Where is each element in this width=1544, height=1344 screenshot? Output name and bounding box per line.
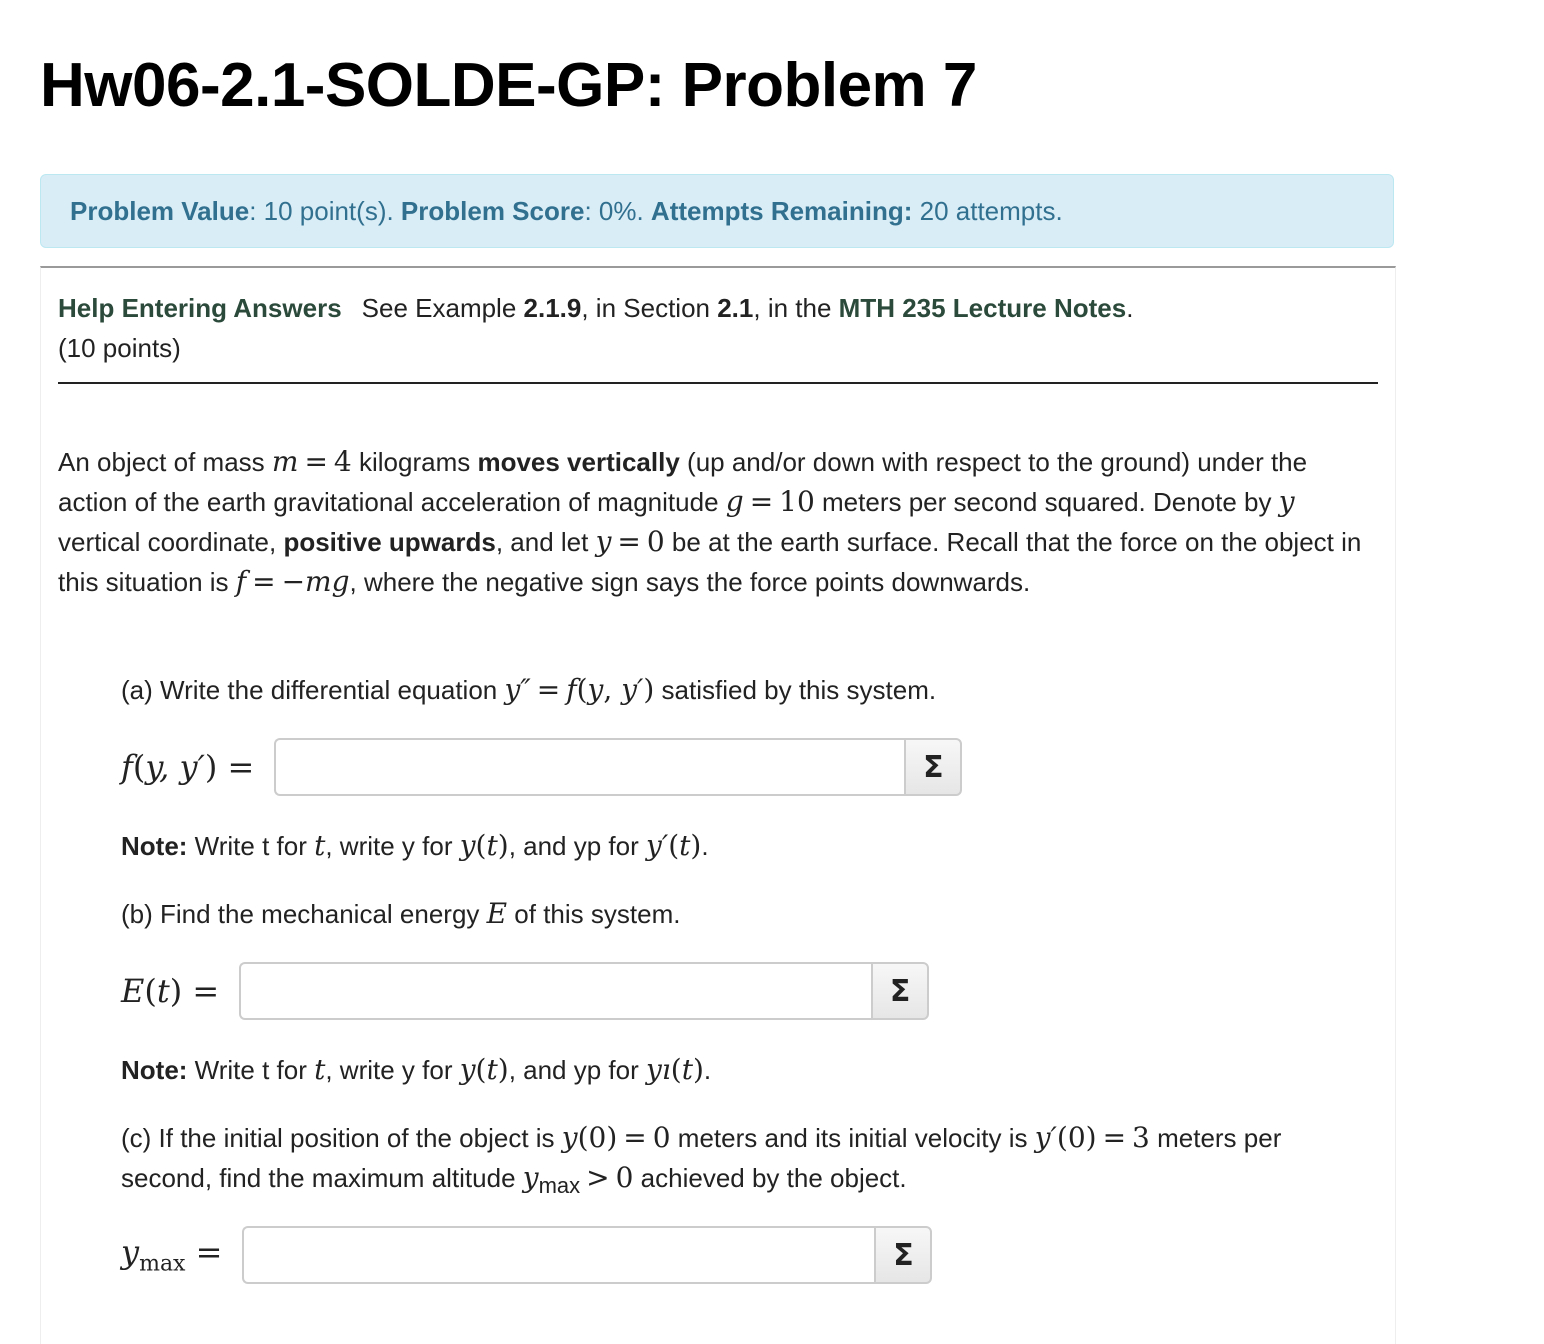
part-b-prompt: (b) Find the mechanical energy E of this system. [121,897,681,930]
intro-paragraph: An object of mass m = 4 kilograms moves vertically (up and/or down with respect to the ground) under the action of the earth gravitational acceleration of magnitude g = 10 meters per second squared. Denote by y vertical coordinate, positive upwards, and let y = 0 be at the earth surface. Recall that the force on the object in this situation is f = −mg, where the negative sign says the force points downwards. [58,445,1369,598]
initial-velocity-value: 3 [1132,1121,1150,1154]
sigma-icon: Σ [923,749,944,785]
problem-value-text: : 10 point(s). [249,195,401,226]
problem-value-label: Problem Value [70,195,250,226]
part-c-label: $y_{max}$ = [121,1233,223,1277]
part-a-note: Note: Write t for t, write y for y(t), and yp for y′(t). [121,829,709,862]
initial-position-value: 0 [652,1121,671,1154]
sigma-icon: Σ [893,1237,914,1273]
part-b-answer-input[interactable] [239,962,871,1020]
header-period: . [1126,293,1134,323]
problem-status-box [40,174,1394,248]
part-a-prompt: (a) Write the differential equation y″ = f(y, y′) satisfied by this system. [121,673,937,706]
page-title: Hw06-2.1-SOLDE-GP: Problem 7 [40,51,977,120]
part-c-answer-input[interactable] [242,1226,874,1284]
part-c-prompt: (c) If the initial position of the object is y(0) = 0 meters and its initial velocity is y′(0) = 3 meters per second, find the maximum altitude $y_{max} > 0$ achieved by the object. [121,1121,1289,1199]
sigma-icon: Σ [889,973,911,1009]
problem-header [58,288,1378,368]
attempts-remaining-text: 20 attempts. [912,195,1063,226]
part-a-label: f(y, y′) = [121,748,255,786]
section-number: 2.1 [717,293,754,323]
problem-score-label: Problem Score [400,195,585,226]
gravity-value: 10 [779,485,815,518]
header-divider [58,382,1378,384]
part-b-note: Note: Write t for t, write y for y(t), and yp for yı(t). [121,1053,712,1086]
in-the-text: , in the [753,293,839,323]
see-example-text: See Example [361,293,524,323]
problem-body [40,266,1396,1344]
lecture-notes-link[interactable]: MTH 235 Lecture Notes [838,293,1127,323]
help-entering-answers-link[interactable]: Help Entering Answers [58,293,342,323]
problem-points: (10 points) [58,333,181,363]
part-b-answer-row [121,962,929,1020]
part-a-equation-editor-button[interactable] [904,738,962,796]
part-c-answer-row [121,1226,932,1284]
problem-score-text: : 0%. [584,195,651,226]
part-b-label: E(t) = [121,972,220,1010]
part-a-answer-input[interactable] [274,738,904,796]
in-section-text: , in Section [581,293,718,323]
attempts-remaining-label: Attempts Remaining: [650,195,913,226]
mass-value: 4 [333,445,352,478]
part-a-answer-row [121,738,962,796]
part-b-equation-editor-button[interactable] [871,962,929,1020]
part-c-equation-editor-button[interactable] [874,1226,932,1284]
example-number: 2.1.9 [523,293,582,323]
